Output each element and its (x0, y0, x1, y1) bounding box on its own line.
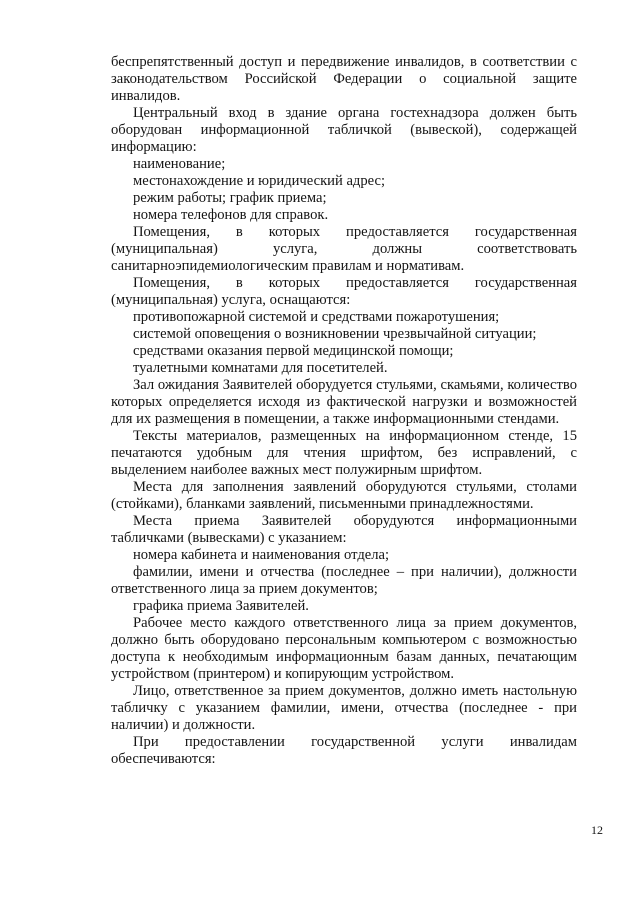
paragraph-stand-texts: Тексты материалов, размещенных на информационном стенде, 15 печатаются удобным для чтения шрифтом, без исправлений, с выделением наиболее важных мест полужирным шрифтом. (111, 428, 577, 478)
paragraph-premises-sanitary: Помещения, в которых предоставляется государственная (муниципальная) услуга, должны соответствовать санитарноэпидемиологическим правилам и нормативам. (111, 224, 577, 274)
paragraph-desk-sign: Лицо, ответственное за прием документов, должно иметь настольную табличку с указанием фамилии, имени, отчества (последнее - при наличии) и должности. (111, 683, 577, 733)
list-item: режим работы; график приема; (133, 190, 327, 206)
list-item: фамилии, имени и отчества (последнее – при наличии), должности ответственного лица за прием документов; (111, 564, 577, 597)
list-item: системой оповещения о возникновении чрезвычайной ситуации; (133, 326, 537, 342)
list-item: средствами оказания первой медицинской помощи; (133, 343, 454, 359)
paragraph-workplace: Рабочее место каждого ответственного лица за прием документов, должно быть оборудовано персональным компьютером с возможностью доступа к необходимым информационным базам данных, печатающим устройством (принтером) и копирующим устройством. (111, 615, 577, 682)
page-number: 12 (591, 823, 603, 837)
paragraph-premises-equipment: Помещения, в которых предоставляется государственная (муниципальная) услуга, оснащаются: (111, 275, 577, 308)
paragraph-application-places: Места для заполнения заявлений оборудуются стульями, столами (стойками), бланками заявлений, письменными принадлежностями. (111, 479, 577, 512)
list-item: местонахождение и юридический адрес; (133, 173, 386, 189)
list-item: графика приема Заявителей. (133, 598, 309, 614)
list-item: наименование; (133, 156, 226, 172)
paragraph-accessibility: беспрепятственный доступ и передвижение инвалидов, в соответствии с законодательством Российской Федерации о социальной защите инвалидов. (111, 54, 577, 104)
paragraph-reception-places: Места приема Заявителей оборудуются информационными табличками (вывесками) с указанием: (111, 513, 577, 546)
paragraph-waiting-hall: Зал ожидания Заявителей оборудуется стульями, скамьями, количество которых определяется исходя из фактической нагрузки и возможностей для их размещения в помещении, а также информационными стендами. (111, 377, 577, 427)
paragraph-disabled-services: При предоставлении государственной услуги инвалидам обеспечиваются: (111, 734, 577, 767)
list-item: туалетными комнатами для посетителей. (133, 360, 388, 376)
document-body (111, 54, 577, 768)
list-item: номера телефонов для справок. (133, 207, 329, 223)
list-item: противопожарной системой и средствами пожаротушения; (133, 309, 500, 325)
list-item: номера кабинета и наименования отдела; (133, 547, 390, 563)
paragraph-entrance-sign: Центральный вход в здание органа гостехнадзора должен быть оборудован информационной табличкой (вывеской), содержащей информацию: (111, 105, 577, 155)
